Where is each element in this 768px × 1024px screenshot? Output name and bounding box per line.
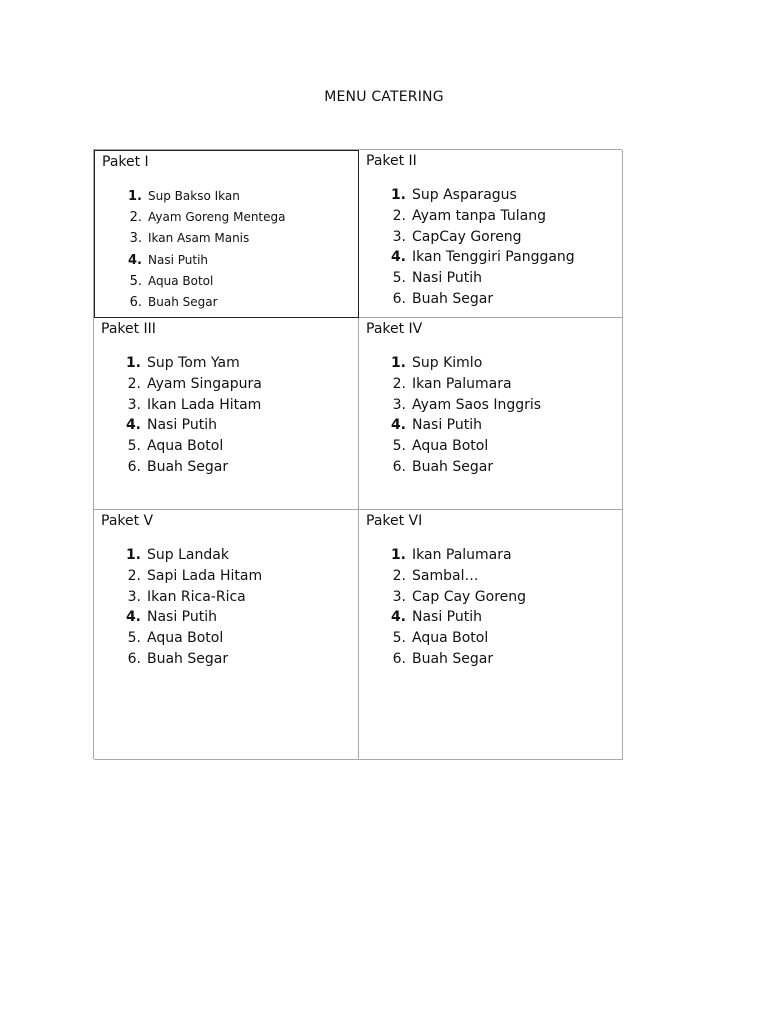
list-item	[366, 247, 622, 268]
list-item	[101, 395, 358, 416]
document-title: MENU CATERING	[324, 89, 444, 105]
item-label: Ikan Palumara	[412, 375, 512, 392]
package-cell-1	[94, 150, 359, 318]
item-number: 6.	[392, 650, 406, 667]
item-label: Sup Asparagus	[412, 187, 517, 203]
list-item	[102, 271, 358, 292]
item-label: Aqua Botol	[148, 273, 214, 288]
item-label: Ikan Tenggiri Panggang	[412, 249, 575, 266]
item-number: 1.	[125, 547, 141, 563]
item-label: Sup Landak	[147, 547, 229, 563]
list-item	[366, 628, 622, 649]
item-label: Sup Tom Yam	[147, 355, 240, 371]
list-item	[101, 436, 358, 457]
item-number: 2.	[392, 375, 406, 392]
list-item	[366, 395, 622, 416]
list-item	[366, 374, 622, 395]
item-label: Buah Segar	[147, 650, 229, 667]
item-label: Buah Segar	[412, 650, 494, 667]
item-label: Buah Segar	[147, 458, 229, 475]
item-label: Ikan Palumara	[412, 547, 512, 563]
item-number: 5.	[127, 438, 141, 455]
item-label: Sup Kimlo	[412, 355, 483, 371]
package-title: Paket IV	[366, 321, 423, 337]
package-cell-4	[359, 318, 623, 510]
item-number: 6.	[127, 458, 141, 475]
item-label: Nasi Putih	[147, 417, 218, 434]
item-label: Ayam Singapura	[147, 375, 262, 392]
item-number: 2.	[392, 567, 406, 584]
item-number: 4.	[390, 609, 406, 626]
list-item	[366, 566, 622, 587]
list-item	[366, 649, 622, 670]
item-label: Nasi Putih	[412, 417, 483, 434]
list-item	[101, 587, 358, 608]
item-number: 1.	[390, 547, 406, 563]
item-number: 6.	[127, 650, 141, 667]
item-number: 1.	[390, 355, 406, 371]
list-item	[102, 250, 358, 271]
list-item	[102, 186, 358, 207]
item-number: 4.	[390, 249, 406, 266]
list-item	[101, 607, 358, 628]
item-number: 2.	[127, 375, 141, 392]
item-label: Aqua Botol	[412, 630, 489, 647]
package-title: Paket III	[101, 321, 156, 337]
item-label: Nasi Putih	[148, 252, 209, 267]
package-cell-3	[94, 318, 359, 510]
item-number: 5.	[392, 630, 406, 647]
item-number: 5.	[127, 630, 141, 647]
list-item	[366, 268, 622, 289]
item-label: Aqua Botol	[147, 630, 224, 647]
item-label: Buah Segar	[412, 290, 494, 307]
item-label: Nasi Putih	[412, 270, 483, 287]
item-number: 3.	[392, 228, 406, 245]
item-label: Buah Segar	[148, 295, 218, 310]
item-number: 2.	[127, 567, 141, 584]
package-cell-2	[359, 150, 623, 318]
item-label: Buah Segar	[412, 458, 494, 475]
item-number: 3.	[392, 588, 406, 605]
item-number: 3.	[129, 231, 142, 247]
item-number: 3.	[392, 396, 406, 413]
item-label: Ikan Rica-Rica	[147, 588, 246, 605]
item-number: 3.	[127, 588, 141, 605]
list-item	[366, 227, 622, 248]
item-label: Ayam Goreng Mentega	[148, 210, 286, 225]
item-number: 3.	[127, 396, 141, 413]
item-label: CapCay Goreng	[412, 228, 522, 245]
item-label: Nasi Putih	[147, 609, 218, 626]
item-number: 2.	[129, 210, 142, 226]
package-cell-6	[359, 510, 623, 760]
package-title: Paket I	[102, 154, 149, 170]
item-number: 4.	[128, 252, 142, 268]
package-cell-5	[94, 510, 359, 760]
item-number: 1.	[390, 187, 406, 203]
package-item-list	[366, 185, 622, 310]
list-item	[102, 228, 358, 249]
item-label: Sapi Lada Hitam	[147, 567, 263, 584]
list-item	[101, 628, 358, 649]
list-item	[101, 374, 358, 395]
package-item-list	[101, 545, 358, 670]
package-title: Paket II	[366, 153, 417, 169]
package-item-list	[366, 545, 622, 670]
item-number: 6.	[392, 290, 406, 307]
list-item	[102, 292, 358, 313]
item-number: 5.	[392, 270, 406, 287]
item-label: Ayam tanpa Tulang	[412, 207, 546, 224]
list-item	[366, 415, 622, 436]
item-label: Ikan Asam Manis	[148, 231, 250, 246]
list-item	[102, 207, 358, 228]
item-number: 1.	[128, 189, 142, 204]
list-item	[366, 206, 622, 227]
item-label: Cap Cay Goreng	[412, 588, 527, 605]
item-label: Aqua Botol	[412, 438, 489, 455]
list-item	[366, 607, 622, 628]
menu-table	[93, 149, 622, 759]
list-item	[366, 457, 622, 478]
list-item	[101, 545, 358, 566]
item-label: Aqua Botol	[147, 438, 224, 455]
list-item	[101, 415, 358, 436]
item-number: 5.	[129, 273, 142, 289]
item-label: Sup Bakso Ikan	[148, 189, 240, 203]
item-number: 4.	[125, 609, 141, 626]
item-label: Ayam Saos Inggris	[412, 396, 542, 413]
item-number: 6.	[392, 458, 406, 475]
item-number: 4.	[125, 417, 141, 434]
item-number: 5.	[392, 438, 406, 455]
list-item	[101, 353, 358, 374]
item-number: 6.	[129, 295, 142, 311]
package-item-list	[366, 353, 622, 478]
list-item	[366, 545, 622, 566]
list-item	[101, 566, 358, 587]
list-item	[366, 185, 622, 206]
list-item	[366, 289, 622, 310]
item-number: 1.	[125, 355, 141, 371]
list-item	[366, 436, 622, 457]
item-label: Ikan Lada Hitam	[147, 396, 262, 413]
package-title: Paket VI	[366, 513, 423, 529]
package-title: Paket V	[101, 513, 154, 529]
package-item-list	[101, 353, 358, 478]
item-label: Nasi Putih	[412, 609, 483, 626]
list-item	[101, 457, 358, 478]
package-item-list	[102, 186, 358, 313]
item-number: 4.	[390, 417, 406, 434]
item-number: 2.	[392, 207, 406, 224]
item-label: Sambal…	[412, 567, 479, 584]
list-item	[366, 587, 622, 608]
list-item	[101, 649, 358, 670]
list-item	[366, 353, 622, 374]
